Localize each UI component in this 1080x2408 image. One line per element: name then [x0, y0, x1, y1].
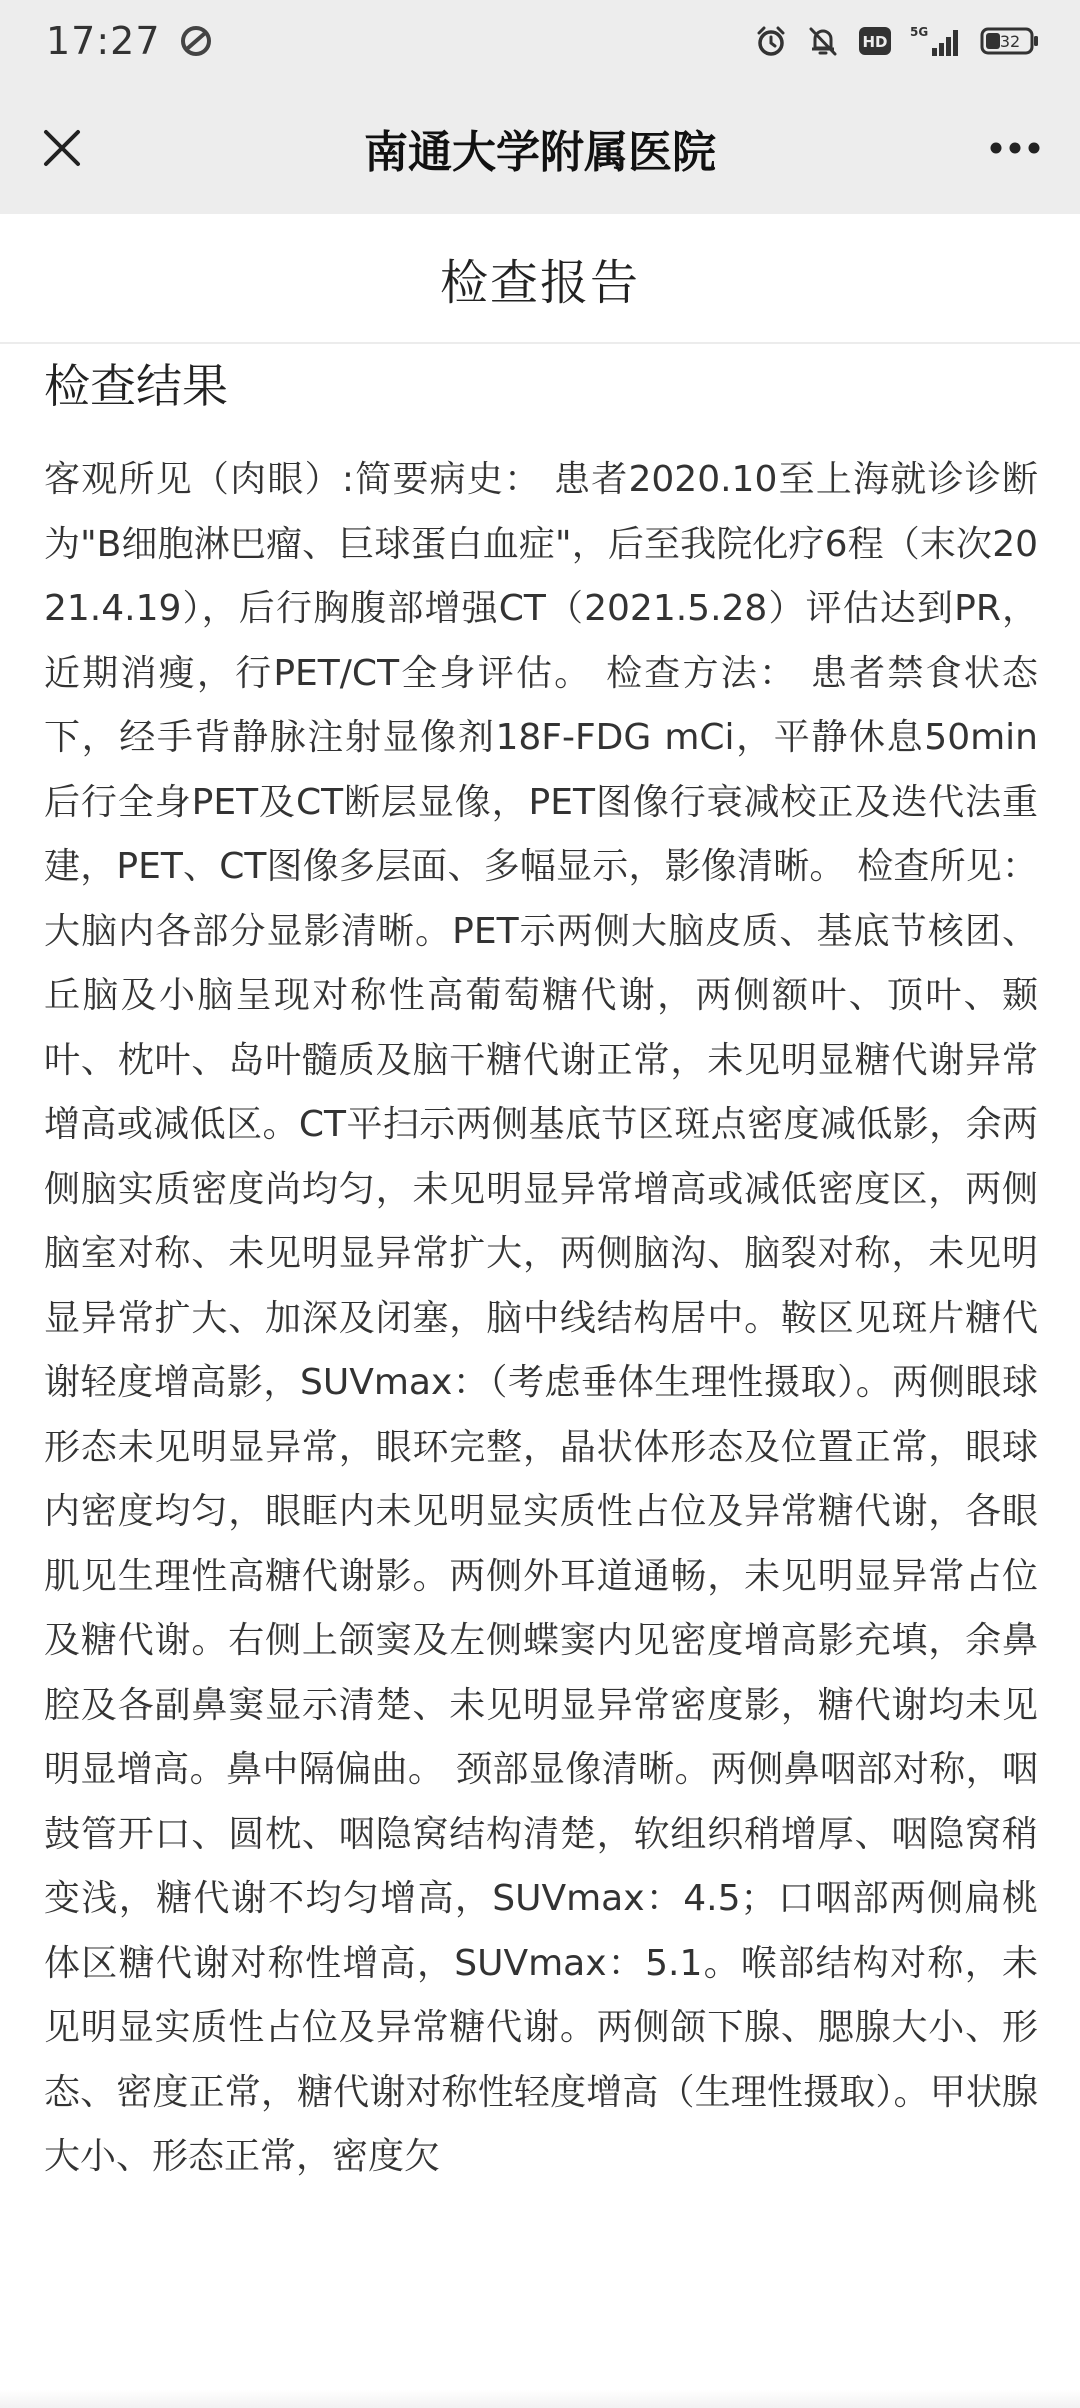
bottom-fade: [0, 2390, 1080, 2408]
battery-icon: [980, 26, 1040, 56]
more-button[interactable]: [980, 116, 1050, 180]
cellular-signal-icon: [910, 24, 962, 58]
sync-app-icon: [179, 24, 213, 58]
close-button[interactable]: [30, 116, 94, 180]
status-bar: [0, 0, 1080, 82]
status-time: 17:27: [46, 19, 161, 63]
hd-label: HD: [862, 33, 888, 51]
close-icon: [42, 128, 82, 168]
status-left: [46, 19, 213, 63]
hd-icon: [858, 26, 892, 56]
more-dots-icon: [989, 141, 1041, 155]
page-title: 检查报告: [439, 254, 640, 311]
alarm-icon: [754, 24, 788, 58]
report-text: 客观所见（肉眼）:简要病史： 患者2020.10至上海就诊诊断为"B细胞淋巴瘤、巨球蛋白血症"，后至我院化疗6程（末次2021.4.19），后行胸腹部增强CT（2021.5.28）评估达到PR，近期消瘦，行PET/CT全身评估。 检查方法： 患者禁食状态下，经手背静脉注射显像剂18F-FDG mCi，平静休息50min后行全身PET及CT断层显像，PET图像行衰减校正及迭代法重建，PET、CT图像多层面、多幅显示，影像清晰。 检查所见： 大脑内各部分显影清晰。PET示两侧大脑皮质、基底节核团、丘脑及小脑呈现对称性高葡萄糖代谢，两侧额叶、顶叶、颞叶、枕叶、岛叶髓质及脑干糖代谢正常，未见明显糖代谢异常增高或减低区。CT平扫示两侧基底节区斑点密度减低影，余两侧脑实质密度尚均匀，未见明显异常增高或减低密度区，两侧脑室对称、未见明显异常扩大，两侧脑沟、脑裂对称，未见明显异常扩大、加深及闭塞，脑中线结构居中。鞍区见斑片糖代谢轻度增高影，SUVmax：（考虑垂体生理性摄取）。两侧眼球形态未见明显异常，眼环完整，晶状体形态及位置正常，眼球内密度均匀，眼眶内未见明显实质性占位及异常糖代谢，各眼肌见生理性高糖代谢影。两侧外耳道通畅，未见明显异常占位及糖代谢。右侧上颌窦及左侧蝶窦内见密度增高影充填，余鼻腔及各副鼻窦显示清楚、未见明显异常密度影，糖代谢均未见明显增高。鼻中隔偏曲。 颈部显像清晰。两侧鼻咽部对称，咽鼓管开口、圆枕、咽隐窝结构清楚，软组织稍增厚、咽隐窝稍变浅，糖代谢不均匀增高，SUVmax：4.5；口咽部两侧扁桃体区糖代谢对称性增高，SUVmax：5.1。喉部结构对称，未见明显实质性占位及异常糖代谢。两侧颌下腺、腮腺大小、形态、密度正常，糖代谢对称性轻度增高（生理性摄取）。甲状腺大小、形态正常，密度欠: [44, 459, 1038, 2177]
section-title: 检查结果: [44, 359, 228, 413]
page-header: [0, 214, 1080, 344]
network-type: 5G: [910, 25, 929, 39]
mute-bell-icon: [806, 24, 840, 58]
nav-title: 南通大学附属医院: [364, 127, 716, 178]
status-right: [754, 24, 1040, 58]
nav-bar: [0, 82, 1080, 214]
battery-level: 32: [999, 32, 1021, 51]
